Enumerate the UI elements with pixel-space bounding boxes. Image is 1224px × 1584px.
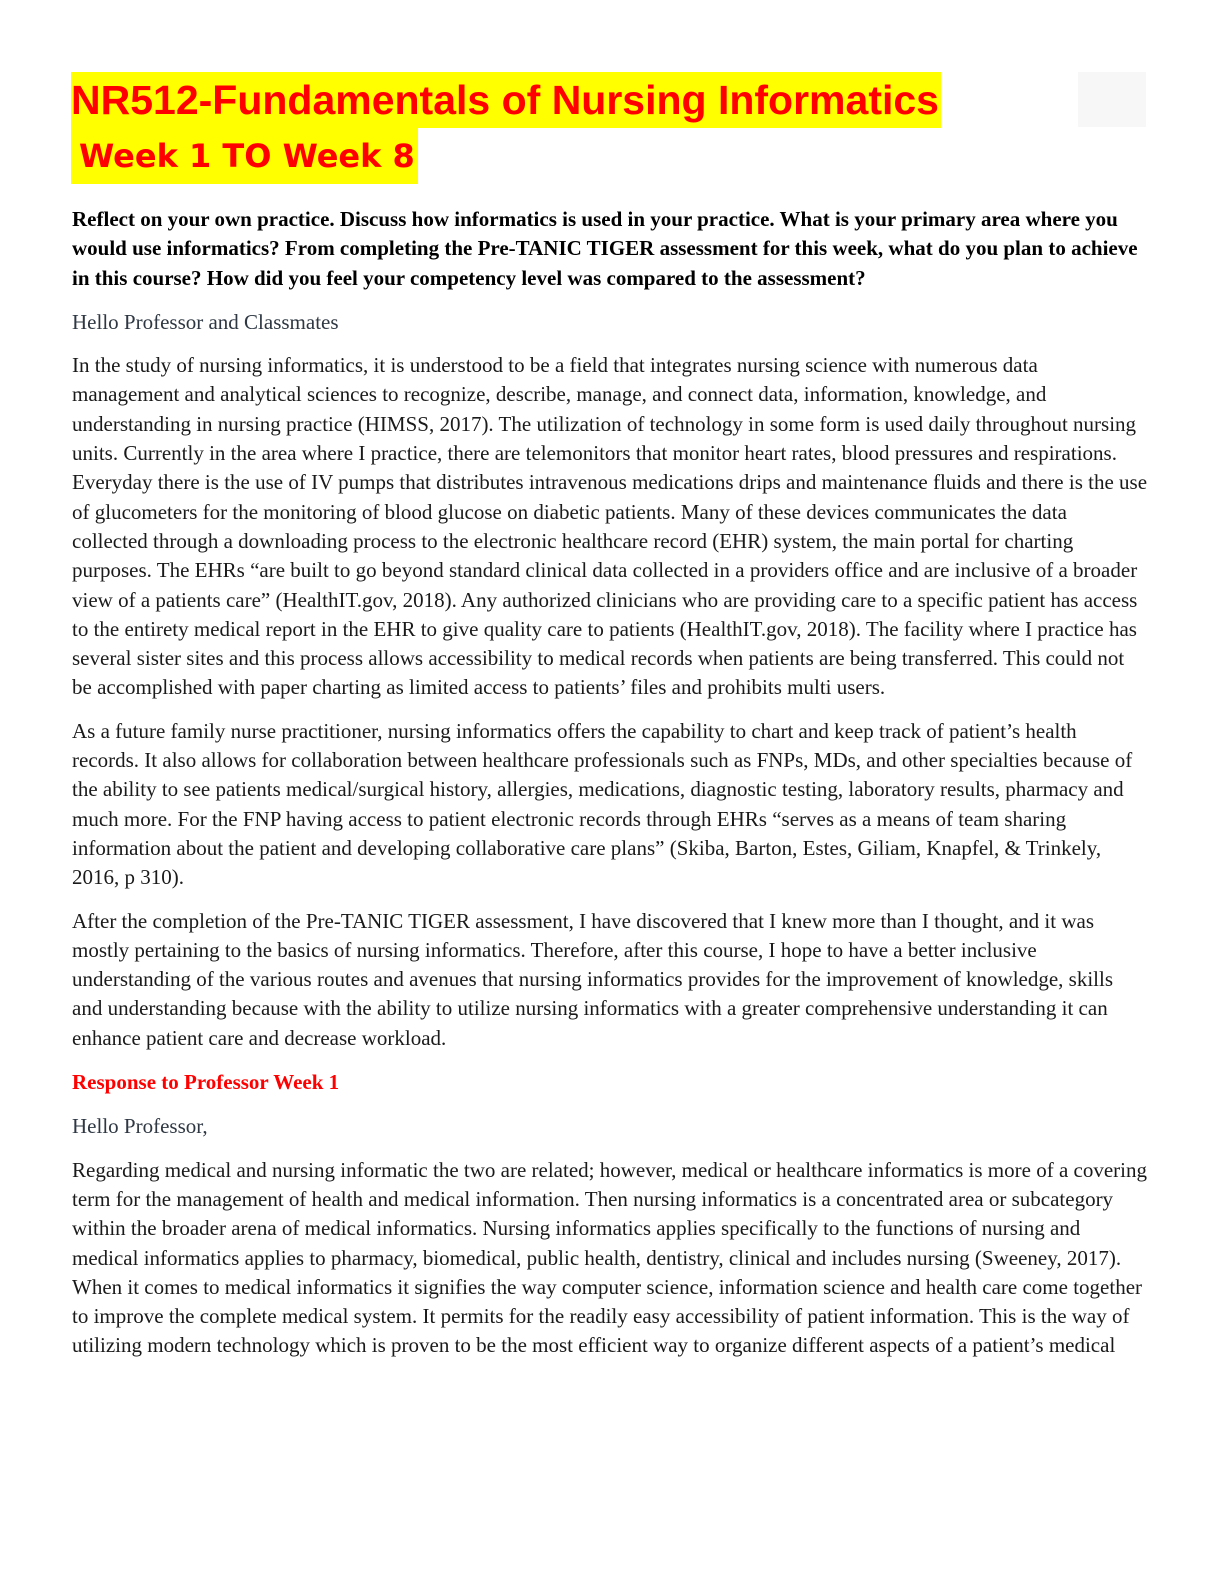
response-paragraph: Regarding medical and nursing informatic the two are related; however, medical or healthcare informatics is more of a covering term for the management of health and medical information. Then nursing informatics is a concentrated area or subcategory within the broader arena of medical informatics. Nursing informatics applies specifically to the functions of nursing and medical informatics applies to pharmacy, biomedical, public health, dentistry, clinical and includes nursing (Sweeney, 2017). When it comes to medical informatics it signifies the way computer science, information science and health care come together to improve the complete medical system. It permits for the readily easy accessibility of patient information. This is the way of utilizing modern technology which is proven to be the most efficient way to organize different aspects of a patient’s medical bbox=[72, 1157, 1147, 1358]
document-body bbox=[72, 205, 1147, 1361]
post-paragraph-3: After the completion of the Pre-TANIC TIGER assessment, I have discovered that I knew more than I thought, and it was mostly pertaining to the basics of nursing informatics. Therefore, after this course, I hope to have a better inclusive understanding of the various routes and avenues that nursing informatics provides for the improvement of knowledge, skills and understanding because with the ability to utilize nursing informatics with a greater comprehensive understanding it can enhance patient care and decrease workload. bbox=[72, 908, 1114, 1050]
title-highlight-edge bbox=[1078, 72, 1146, 127]
discussion-question: Reflect on your own practice. Discuss how informatics is used in your practice. What is your primary area where you would use informatics? From completing the Pre-TANIC TIGER assessment for this week, what do you plan to achieve in this course? How did you feel your competency level was compared to the assessment? bbox=[72, 207, 1138, 290]
document-title: NR512-Fundamentals of Nursing Informatics bbox=[71, 72, 941, 128]
document-subtitle: Week 1 TO Week 8 bbox=[71, 128, 418, 184]
post-greeting: Hello Professor and Classmates bbox=[72, 309, 339, 334]
response-greeting: Hello Professor, bbox=[72, 1114, 208, 1139]
response-heading: Response to Professor Week 1 bbox=[72, 1070, 340, 1095]
post-paragraph-2: As a future family nurse practitioner, nursing informatics offers the capability to chart and keep track of patient’s health records. It also allows for collaboration between healthcare professionals such as FNPs, MDs, and other specialties because of the ability to see patients medical/surgical history, allergies, medications, diagnostic testing, laboratory results, pharmacy and much more. For the FNP having access to patient electronic records through EHRs “serves as a means of team sharing information about the patient and developing collaborative care plans” (Skiba, Barton, Estes, Giliam, Knapfel, & Trinkely, 2016, p 310). bbox=[72, 718, 1133, 890]
post-paragraph-1: In the study of nursing informatics, it is understood to be a field that integrates nursing science with numerous data management and analytical sciences to recognize, describe, manage, and connect data, information, knowledge, and understanding in nursing practice (HIMSS, 2017). The utilization of technology in some form is used daily throughout nursing units. Currently in the area where I practice, there are telemonitors that monitor heart rates, blood pressures and respirations. Everyday there is the use of IV pumps that distributes intravenous medications drips and maintenance fluids and there is the use of glucometers for the monitoring of blood glucose on diabetic patients. Many of these devices communicates the data collected through a downloading process to the electronic healthcare record (EHR) system, the main portal for charting purposes. The EHRs “are built to go beyond standard clinical data collected in a providers office and are inclusive of a broader view of a patients care” (HealthIT.gov, 2018). Any authorized clinicians who are providing care to a specific patient has access to the entirety medical report in the EHR to give quality care to patients (HealthIT.gov, 2018). The facility where I practice has several sister sites and this process allows accessibility to medical records when patients are being transferred. This could not be accomplished with paper charting as limited access to patients’ files and prohibits multi users. bbox=[72, 353, 1148, 700]
